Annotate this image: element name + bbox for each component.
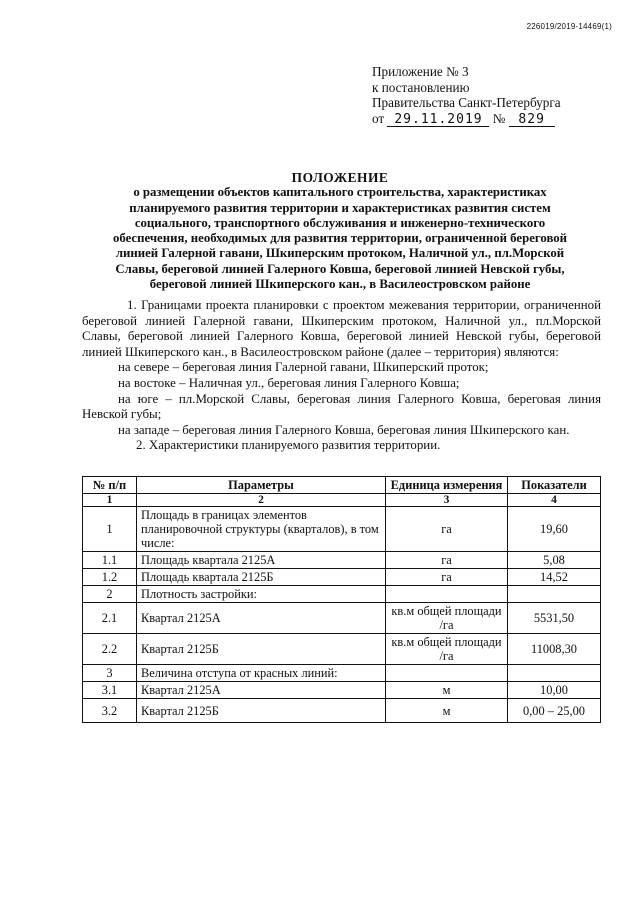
resolution-date: 29.11.2019 <box>387 113 489 127</box>
colnum-4: 4 <box>508 494 601 507</box>
header-param: Параметры <box>137 477 386 494</box>
row-num: 2.2 <box>83 634 137 665</box>
row-param: Площадь в границах элементов планировочной структуры (кварталов), в том числе: <box>137 507 386 552</box>
appendix-line-2: к постановлению <box>372 79 470 95</box>
row-unit <box>386 665 508 682</box>
parameters-table <box>82 476 601 723</box>
appendix-line-3: Правительства Санкт-Петербурга <box>372 95 561 110</box>
resolution-number: 829 <box>509 113 555 127</box>
table-body <box>83 507 601 723</box>
row-param: Квартал 2125Б <box>137 634 386 665</box>
row-num: 2.1 <box>83 603 137 634</box>
row-num: 2 <box>83 586 137 603</box>
row-unit: м <box>386 682 508 699</box>
row-value <box>508 665 601 682</box>
table-row <box>83 552 601 569</box>
row-unit: м <box>386 699 508 723</box>
row-unit: га <box>386 569 508 586</box>
number-sign: № <box>492 110 506 126</box>
boundary-north: на севере – береговая линия Галерной гавани, Шкиперский проток; <box>118 360 489 375</box>
document-heading <box>100 170 580 292</box>
row-param: Квартал 2125А <box>137 682 386 699</box>
paragraph-2: 2. Характеристики планируемого развития территории. <box>136 438 441 453</box>
row-value: 14,52 <box>508 569 601 586</box>
table-header-row <box>83 477 601 494</box>
table-row <box>83 569 601 586</box>
table-row <box>83 665 601 682</box>
row-num: 3 <box>83 665 137 682</box>
row-value: 10,00 <box>508 682 601 699</box>
boundary-west: на западе – береговая линия Галерного Ковша, береговая линия Шкиперского кан. <box>118 422 570 437</box>
row-value: 19,60 <box>508 507 601 552</box>
row-param: Площадь квартала 2125А <box>137 552 386 569</box>
row-value: 5531,50 <box>508 603 601 634</box>
appendix-line-1: Приложение № 3 <box>372 64 469 79</box>
table-row <box>83 699 601 723</box>
row-unit: га <box>386 552 508 569</box>
row-param: Площадь квартала 2125Б <box>137 569 386 586</box>
column-number-row <box>83 494 601 507</box>
colnum-2: 2 <box>137 494 386 507</box>
paragraph-1: 1. Границами проекта планировки с проектом межевания территории, ограниченной береговой линией Галерной гавани, Шкиперским протоком, Наличной ул., пл.Морской Славы, береговой линией Галерного Ковша, береговой линией Невской губы, береговой линией Шкиперского кан., в Василеостровском районе (далее – территория) являются: <box>82 298 601 359</box>
row-param: Квартал 2125А <box>137 603 386 634</box>
row-num: 1.1 <box>83 552 137 569</box>
row-unit <box>386 586 508 603</box>
row-value <box>508 586 601 603</box>
document-subtitle: о размещении объектов капитального строительства, характеристиках планируемого развития территории и характеристиках развития систем социального, транспортного обслуживания и инженерно-технического обеспечения, необходимых для развития территории, ограниченной береговой линией Галерной гавани, Шкиперским протоком, Наличной ул., пл.Морской Славы, береговой линией Галерного Ковша, береговой линией Невской губы, береговой линией Шкиперского кан., в Василеостровском районе <box>112 185 568 292</box>
row-num: 3.2 <box>83 699 137 723</box>
document-title: ПОЛОЖЕНИЕ <box>291 170 389 185</box>
row-unit: кв.м общей площади /га <box>386 634 508 665</box>
document-id: 226019/2019-14469(1) <box>526 22 612 31</box>
colnum-3: 3 <box>386 494 508 507</box>
table-row <box>83 634 601 665</box>
boundary-south: на юге – пл.Морской Славы, береговая линия Галерного Ковша, береговая линия Невской губы; <box>82 391 601 422</box>
table-row <box>83 586 601 603</box>
from-prefix: от <box>372 110 385 126</box>
row-num: 1 <box>83 507 137 552</box>
appendix-block <box>372 64 561 127</box>
table-row <box>83 603 601 634</box>
row-unit: га <box>386 507 508 552</box>
document-body <box>82 298 601 454</box>
row-unit: кв.м общей площади /га <box>386 603 508 634</box>
row-param: Плотность застройки: <box>137 586 386 603</box>
table-row <box>83 682 601 699</box>
row-value: 11008,30 <box>508 634 601 665</box>
header-value: Показатели <box>508 477 601 494</box>
row-value: 5,08 <box>508 552 601 569</box>
appendix-date-line <box>372 111 561 127</box>
row-param: Квартал 2125Б <box>137 699 386 723</box>
table-row <box>83 507 601 552</box>
row-value: 0,00 – 25,00 <box>508 699 601 723</box>
row-num: 1.2 <box>83 569 137 586</box>
boundary-east: на востоке – Наличная ул., береговая линия Галерного Ковша; <box>118 375 460 390</box>
header-unit: Единица измерения <box>386 477 508 494</box>
colnum-1: 1 <box>83 494 137 507</box>
row-num: 3.1 <box>83 682 137 699</box>
header-num: № п/п <box>83 477 137 494</box>
row-param: Величина отступа от красных линий: <box>137 665 386 682</box>
